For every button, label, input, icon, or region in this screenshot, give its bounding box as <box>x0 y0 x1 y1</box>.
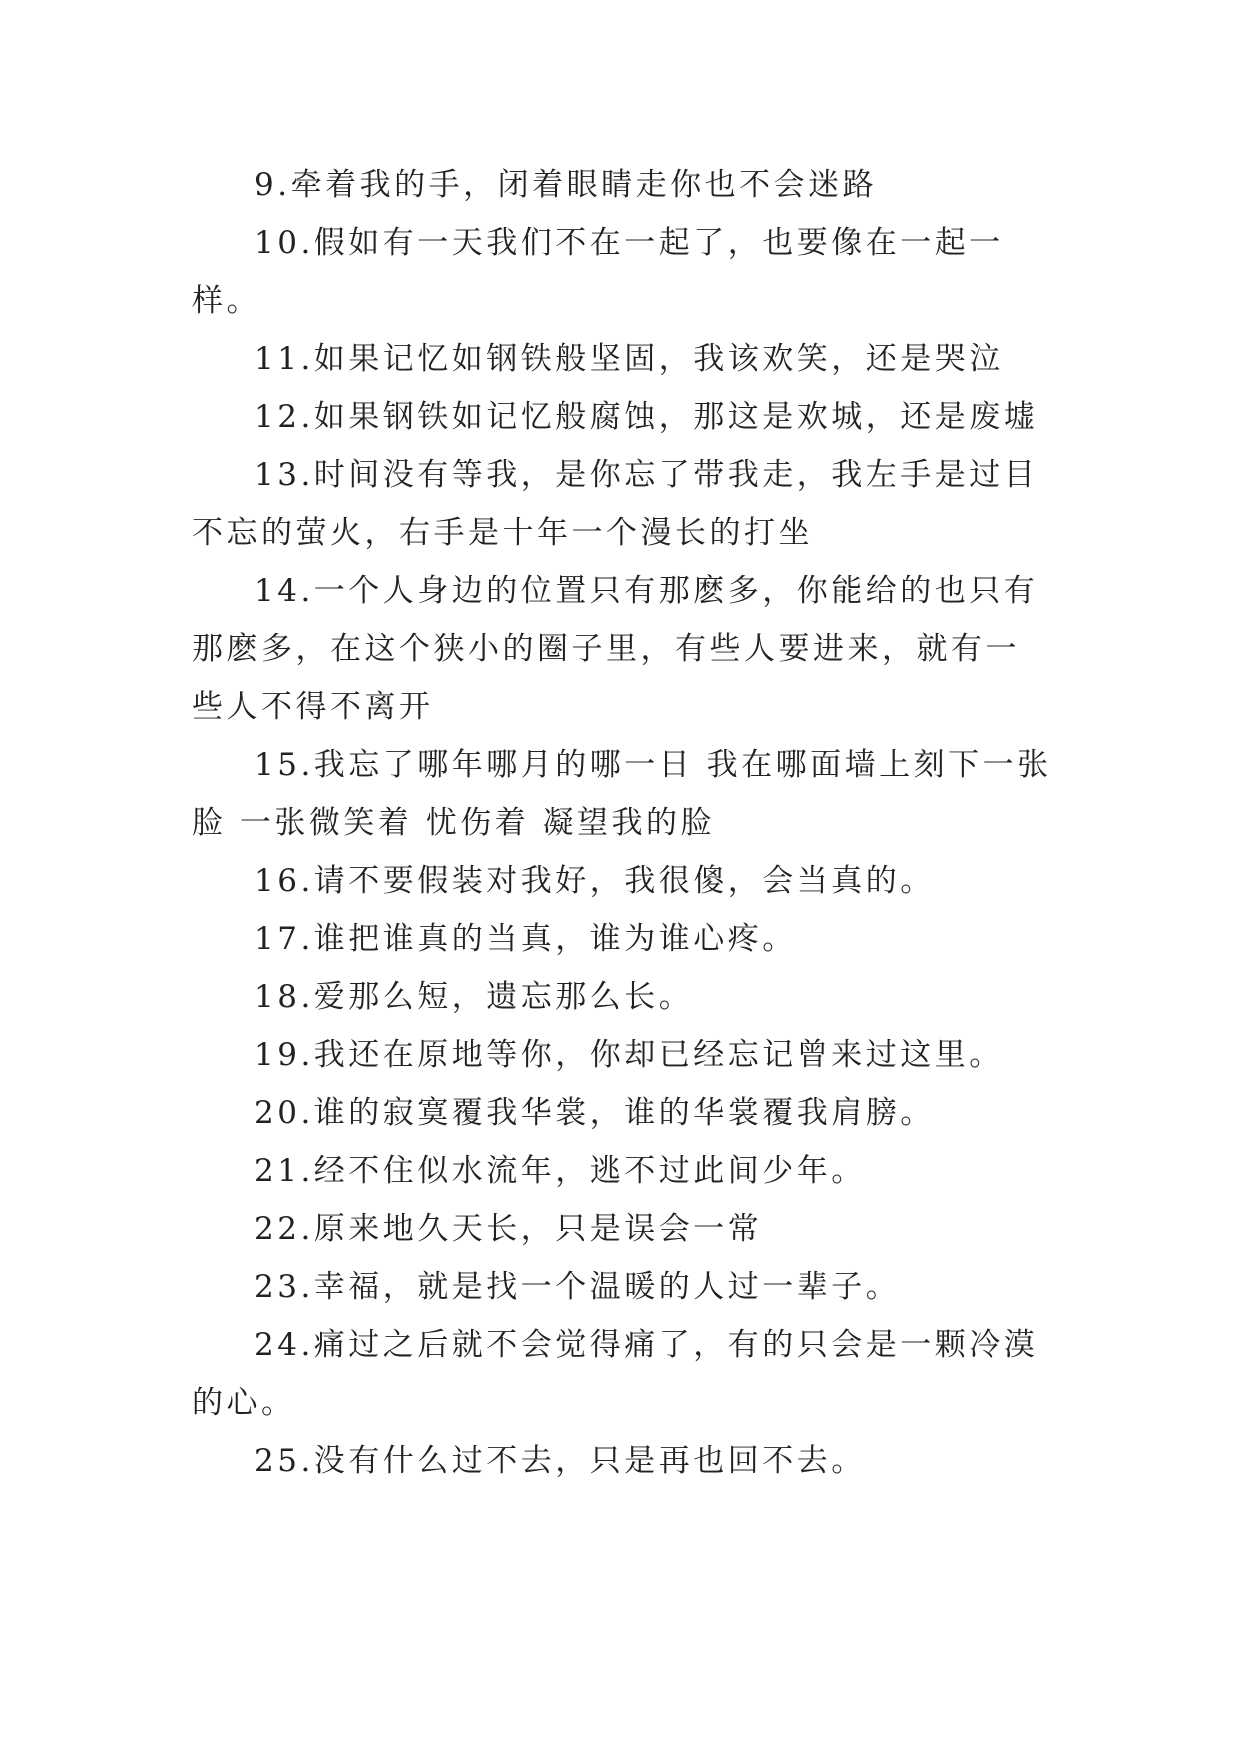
paragraph-16: 16.请不要假装对我好，我很傻，会当真的。 <box>254 863 935 899</box>
paragraph-25: 25.没有什么过不去，只是再也回不去。 <box>254 1443 866 1479</box>
paragraph-15: 15.我忘了哪年哪月的哪一日 我在哪面墙上刻下一张脸 一张微笑着 忧伤着 凝望我的脸 <box>192 747 1052 841</box>
paragraph-11: 11.如果记忆如钢铁般坚固，我该欢笑，还是哭泣 <box>254 341 1004 377</box>
paragraph-19: 19.我还在原地等你，你却已经忘记曾来过这里。 <box>254 1037 1004 1073</box>
paragraph-24: 24.痛过之后就不会觉得痛了，有的只会是一颗冷漠的心。 <box>192 1327 1039 1421</box>
paragraph-18: 18.爱那么短，遗忘那么长。 <box>254 979 694 1015</box>
paragraph-14: 14.一个人身边的位置只有那麽多，你能给的也只有那麽多，在这个狭小的圈子里，有些人要进来，就有一些人不得不离开 <box>192 573 1039 725</box>
paragraph-23: 23.幸福，就是找一个温暖的人过一辈子。 <box>254 1269 901 1305</box>
paragraph-13: 13.时间没有等我，是你忘了带我走，我左手是过目不忘的萤火，右手是十年一个漫长的打坐 <box>192 457 1039 551</box>
paragraph-21: 21.经不住似水流年，逃不过此间少年。 <box>254 1153 866 1189</box>
paragraph-10: 10.假如有一天我们不在一起了，也要像在一起一样。 <box>192 225 1004 319</box>
paragraph-20: 20.谁的寂寞覆我华裳，谁的华裳覆我肩膀。 <box>254 1095 935 1131</box>
document-body <box>192 156 1052 1490</box>
paragraph-12: 12.如果钢铁如记忆般腐蚀，那这是欢城，还是废墟 <box>254 399 1039 435</box>
paragraph-17: 17.谁把谁真的当真，谁为谁心疼。 <box>254 921 797 957</box>
paragraph-22: 22.原来地久天长，只是误会一常 <box>254 1211 763 1247</box>
paragraph-9: 9.牵着我的手，闭着眼睛走你也不会迷路 <box>254 167 878 203</box>
